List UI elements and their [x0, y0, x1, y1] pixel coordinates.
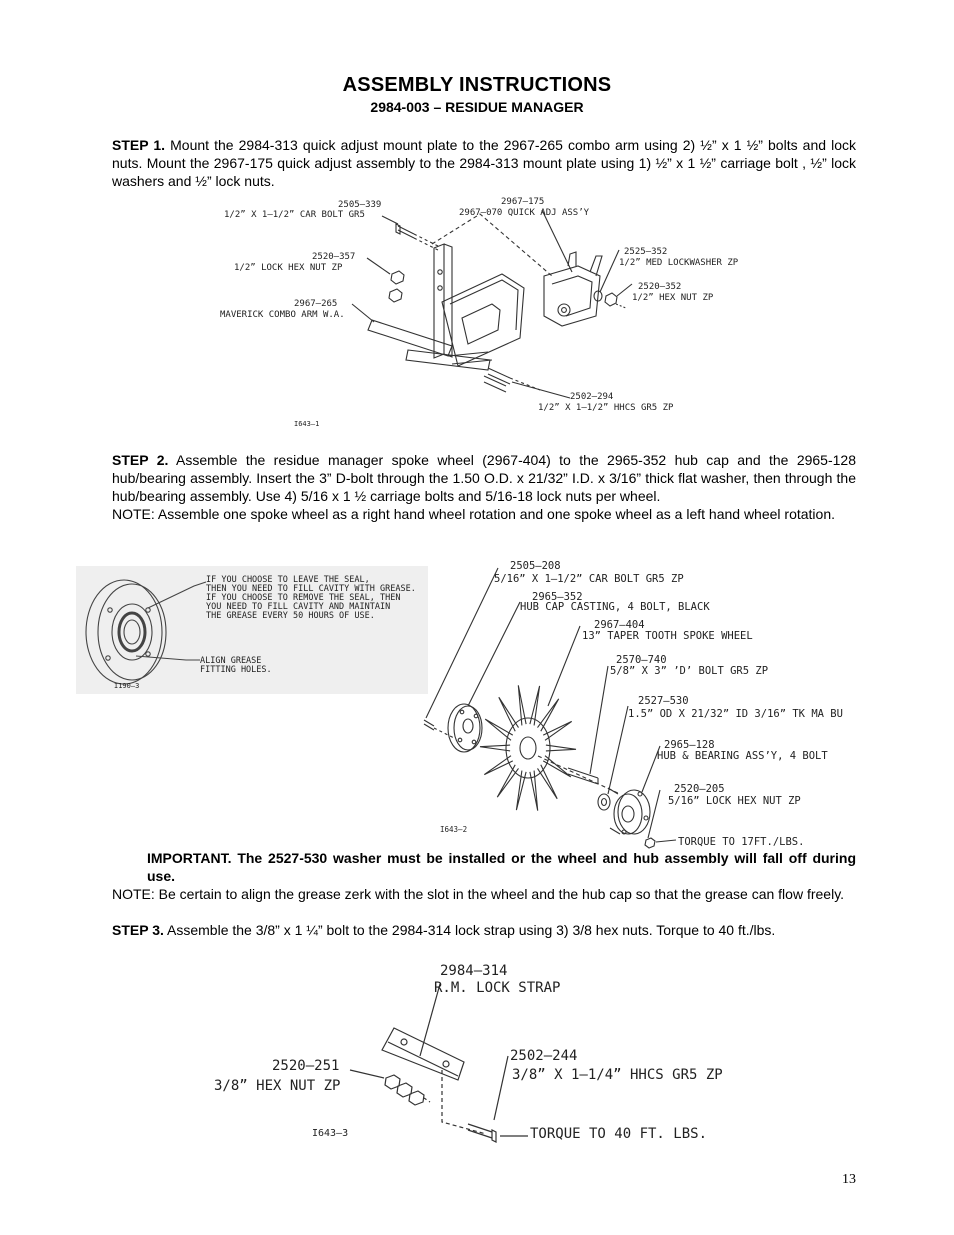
fig3-callout-4: 2502–244: [510, 1048, 578, 1064]
important-warning: IMPORTANT. The 2527-530 washer must be installed or the wheel and hub assembly will fall off during use.: [147, 850, 856, 884]
spoke-wheel-teeth: [480, 685, 576, 810]
page-number: 13: [842, 1172, 856, 1187]
figure-2b-diagram: [420, 556, 860, 848]
page-subtitle: 2984-003 – RESIDUE MANAGER: [370, 99, 584, 115]
figure-3-diagram: [210, 958, 770, 1148]
fig2a-align-1: FITTING HOLES.: [200, 665, 272, 675]
fig2a-figure-id: I190–3: [114, 682, 140, 690]
fig1-callout-10: 2967–265: [294, 299, 338, 309]
fig2b-callout-9: 1.5” OD X 21/32” ID 3/16” TK MA BU: [628, 708, 843, 720]
step-2-text: Assemble the residue manager spoke wheel (2967-404) to the 2965-352 hub cap and the 2965-128 hub/bearing assembly. Insert the 3” D-bolt through the 1.50 O.D. x 21/32” I.D. x 3/16” thick flat washer, then through the hub/bearing assembly. Use 4) 5/16 x 1 ½ carriage bolts and 5/16-18 lock nuts per wheel.: [112, 452, 856, 504]
fig3-figure-id: I643–3: [312, 1128, 349, 1139]
fig1-callout-12: 2502–294: [570, 392, 614, 402]
fig1-callout-8: 2520–352: [638, 282, 682, 292]
fig2b-callout-6: 2570–740: [616, 654, 667, 666]
fig2a-align-0: ALIGN GREASE: [200, 656, 262, 666]
fig2a-note-0: IF YOU CHOOSE TO LEAVE THE SEAL,: [206, 575, 370, 585]
fig1-callout-4: 2520–357: [312, 252, 356, 262]
fig2b-callout-4: 2967–404: [594, 619, 645, 631]
fig3-callout-6: TORQUE TO 40 FT. LBS.: [530, 1126, 708, 1142]
step-3-paragraph: [112, 921, 856, 939]
fig2b-callout-2: 2965–352: [532, 591, 583, 603]
fig3-callout-5: 3/8” X 1–1/4” HHCS GR5 ZP: [512, 1067, 723, 1083]
fig1-callout-5: 1/2” LOCK HEX NUT ZP: [234, 263, 343, 273]
fig3-callout-2: 2520–251: [272, 1058, 340, 1074]
fig1-callout-11: MAVERICK COMBO ARM W.A.: [220, 310, 345, 320]
fig2b-callout-1: 5/16” X 1–1/2” CAR BOLT GR5 ZP: [494, 573, 684, 585]
fig2a-note-4: THE GREASE EVERY 50 HOURS OF USE.: [206, 611, 375, 621]
step-2-label: STEP 2.: [112, 452, 169, 468]
fig2b-callout-12: 2520–205: [674, 783, 725, 795]
fig2b-callout-8: 2527–530: [638, 695, 689, 707]
figure-1-diagram: [212, 192, 772, 436]
fig1-callout-7: 1/2” MED LOCKWASHER ZP: [619, 258, 739, 268]
figure-2a-diagram: [76, 566, 428, 694]
fig2b-callout-3: HUB CAP CASTING, 4 BOLT, BLACK: [520, 601, 710, 613]
step-2-paragraph: [112, 451, 856, 505]
fig2b-figure-id: I643–2: [440, 825, 468, 834]
fig2a-note-3: YOU NEED TO FILL CAVITY AND MAINTAIN: [206, 602, 391, 612]
fig2b-callout-7: 5/8” X 3” ’D’ BOLT GR5 ZP: [610, 665, 769, 677]
fig1-callout-3: 2967–070 QUICK ADJ ASS’Y: [459, 208, 590, 218]
fig1-figure-id: I643–1: [294, 420, 320, 428]
step-2-note: NOTE: Assemble one spoke wheel as a right hand wheel rotation and one spoke wheel as a left hand wheel rotation.: [112, 506, 836, 522]
grease-note: NOTE: Be certain to align the grease zerk with the slot in the wheel and the hub cap so that the grease can flow freely.: [112, 886, 845, 902]
fig3-callout-0: 2984–314: [440, 963, 508, 979]
fig3-callout-3: 3/8” HEX NUT ZP: [214, 1078, 341, 1094]
fig1-callout-13: 1/2” X 1–1/2” HHCS GR5 ZP: [538, 403, 674, 413]
fig2b-callout-0: 2505–208: [510, 560, 561, 572]
fig1-callout-1: 1/2” X 1–1/2” CAR BOLT GR5: [224, 210, 365, 220]
step-3-text: Assemble the 3/8” x 1 ¼” bolt to the 2984-314 lock strap using 3) 3/8 hex nuts. Torque to 40 ft./lbs.: [163, 922, 776, 938]
step-1-label: STEP 1.: [112, 137, 166, 153]
fig1-callout-2: 2967–175: [501, 197, 545, 207]
step-1-text: Mount the 2984-313 quick adjust mount plate to the 2967-265 combo arm using 2) ½” x 1 ½” bolts and lock nuts. Mount the 2967-175 quick adjust assembly to the 2984-313 mount plate using 1) ½” x 1 ½” carriage bolt , ½” lock washers and ½” lock nuts.: [112, 137, 856, 189]
step-1-paragraph: [112, 136, 856, 190]
fig1-callout-0: 2505–339: [338, 200, 382, 210]
fig2b-callout-14: TORQUE TO 17FT./LBS.: [678, 836, 805, 848]
fig2a-note-2: IF YOU CHOOSE TO REMOVE THE SEAL, THEN: [206, 593, 401, 603]
fig1-callout-6: 2525–352: [624, 247, 668, 257]
fig2b-callout-10: 2965–128: [664, 739, 715, 751]
fig2b-callout-5: 13” TAPER TOOTH SPOKE WHEEL: [582, 630, 753, 642]
fig2b-callout-13: 5/16” LOCK HEX NUT ZP: [668, 795, 801, 807]
page-title: ASSEMBLY INSTRUCTIONS: [342, 74, 612, 96]
step-3-label: STEP 3.: [112, 922, 164, 938]
fig2b-callout-11: HUB & BEARING ASS’Y, 4 BOLT: [657, 750, 828, 762]
fig3-callout-1: R.M. LOCK STRAP: [434, 980, 561, 996]
fig1-callout-9: 1/2” HEX NUT ZP: [632, 293, 714, 303]
fig2a-note-1: THEN YOU NEED TO FILL CAVITY WITH GREASE.: [206, 584, 416, 594]
